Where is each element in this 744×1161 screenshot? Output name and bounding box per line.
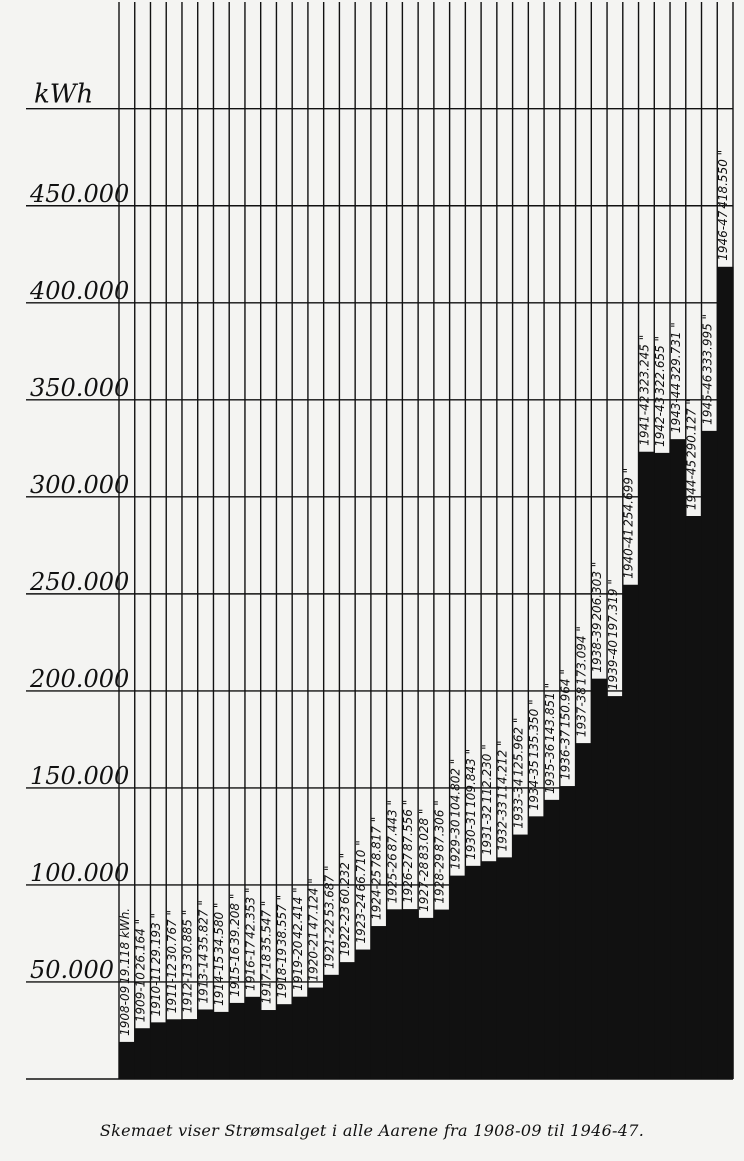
chart-caption: Skemaet viser Strømsalget i alle Aarene fra 1908-09 til 1946-47.: [99, 1121, 645, 1140]
bar-period-label: 1930-31: [464, 809, 479, 860]
bar: [717, 267, 733, 1079]
bar-value-label: 35.547 ": [259, 900, 274, 953]
y-tick-label: 50.000: [30, 955, 114, 984]
bar-period-label: 1912-13: [180, 962, 195, 1014]
bar: [497, 857, 513, 1079]
bar-period-label: 1925-26: [385, 853, 400, 904]
bar: [166, 1019, 182, 1079]
bar-value-label: 125.962 ": [511, 717, 526, 777]
y-axis: [29, 80, 129, 984]
bar-value-label: 53.687 ": [322, 865, 337, 917]
bar-value-label: 197.319 ": [605, 579, 620, 639]
bar-period-label: 1932-33: [495, 801, 510, 852]
bar-value-label: 135.350 ": [527, 699, 542, 759]
bar-period-label: 1909-10: [133, 972, 148, 1023]
bar-period-label: 1935-36: [542, 743, 557, 794]
bar: [576, 743, 592, 1079]
bar-period-label: 1920-21: [306, 931, 321, 982]
bar-value-label: 418.550 ": [716, 149, 731, 209]
bar: [591, 679, 607, 1079]
bar-value-label: 47.124 ": [306, 878, 321, 930]
bar: [670, 439, 686, 1079]
bar: [450, 876, 466, 1079]
bar-period-label: 1938-39: [590, 622, 605, 673]
bar-period-label: 1942-43: [653, 396, 668, 447]
bar: [213, 1012, 229, 1079]
bar: [513, 835, 529, 1079]
bar-period-label: 1937-38: [574, 686, 589, 738]
bar-value-label: 42.414 ": [290, 887, 305, 939]
y-tick-label: 100.000: [30, 858, 130, 887]
bar-period-label: 1936-37: [558, 729, 573, 781]
bar-value-label: 112.230 ": [479, 744, 494, 804]
bar-period-label: 1921-22: [322, 918, 337, 969]
y-tick-label: 350.000: [30, 373, 130, 402]
bar-period-label: 1944-45: [684, 459, 699, 510]
bar-value-label: 322.655 ": [653, 335, 668, 395]
bar: [402, 909, 418, 1079]
bar: [339, 962, 355, 1079]
bar-period-label: 1941-42: [637, 395, 652, 446]
bar-period-label: 1933-34: [511, 778, 526, 829]
bar-period-label: 1931-32: [479, 805, 494, 856]
bar-value-label: 87.443 ": [385, 799, 400, 852]
bar-value-label: 34.580 ": [212, 902, 227, 954]
bar-value-label: 78.817 ": [369, 816, 384, 869]
y-tick-label: 150.000: [30, 761, 130, 790]
bar-value-label: 150.964 ": [558, 669, 573, 729]
bar: [639, 452, 655, 1079]
bar-value-label: 323.245 ": [637, 334, 652, 394]
bar: [434, 910, 450, 1079]
bar-period-label: 1927-28: [416, 861, 431, 912]
bar-period-label: 1939-40: [605, 639, 620, 691]
bar-period-label: 1929-30: [448, 819, 463, 870]
bar-value-label: 60.232 ": [338, 852, 353, 905]
bar: [198, 1009, 214, 1079]
bar-value-label: 39.208 ": [227, 893, 242, 945]
bar-value-label: 26.164 ": [133, 918, 148, 971]
bar-value-label: 143.851 ": [542, 682, 557, 742]
bar: [481, 861, 497, 1079]
bar-period-label: 1911-12: [164, 963, 179, 1014]
bar-value-label: 83.028 ": [416, 808, 431, 860]
bar-value-label: 35.827 ": [196, 900, 211, 952]
bar: [245, 997, 261, 1079]
bar-value-label: 42.353 ": [243, 887, 258, 939]
bar: [182, 1019, 198, 1079]
bar-value-label: 29.193 ": [149, 913, 164, 965]
bar-period-label: 1915-16: [227, 946, 242, 997]
bar: [686, 516, 702, 1079]
bar: [418, 918, 434, 1079]
bar-value-label: 290.127 ": [684, 399, 699, 458]
bar-period-label: 1934-35: [527, 760, 542, 811]
bar-value-label: 104.802 ": [448, 758, 463, 818]
bar-period-label: 1943-44: [668, 383, 683, 434]
bar-period-label: 1910-11: [149, 966, 164, 1017]
bar-period-label: 1928-29: [432, 853, 447, 904]
bar-value-label: 109.843 ": [464, 748, 479, 808]
bar-period-label: 1914-15: [212, 955, 227, 1006]
bar: [623, 585, 639, 1079]
bar: [150, 1022, 166, 1079]
bar-value-label: 38.557 ": [275, 894, 290, 947]
bar: [355, 950, 371, 1079]
y-tick-label: 200.000: [30, 664, 130, 693]
bar: [465, 866, 481, 1079]
bar-value-label: 333.995 ": [700, 313, 715, 373]
bar-period-label: 1919-20: [290, 940, 305, 991]
y-tick-label: 250.000: [30, 567, 130, 596]
bar-period-label: 1916-17: [243, 940, 258, 991]
bar-period-label: 1926-27: [401, 852, 416, 904]
bar-value-label: 114.212 ": [495, 740, 510, 800]
bar: [528, 816, 544, 1079]
bar: [544, 800, 560, 1079]
bar: [229, 1003, 245, 1079]
bar: [654, 453, 670, 1079]
bar-period-label: 1945-46: [700, 374, 715, 425]
bar-period-label: 1918-19: [275, 948, 290, 999]
bar-value-label: 173.094 ": [574, 626, 589, 686]
bar: [371, 926, 387, 1079]
y-tick-label: 300.000: [30, 470, 130, 499]
bar-value-label: 30.885 ": [180, 909, 195, 962]
bar-value-label: 30.767 ": [164, 909, 179, 962]
bar: [119, 1042, 135, 1079]
bar-period-label: 1923-24: [353, 893, 368, 944]
bar: [135, 1028, 151, 1079]
bar-value-label: 19.118 kWh.: [117, 907, 132, 984]
bar: [702, 431, 718, 1079]
bar-value-label: 329.731 ": [668, 322, 683, 382]
bar-period-label: 1940-41: [621, 528, 636, 579]
bar-value-label: 87.556 ": [401, 799, 416, 852]
bar-period-label: 1917-18: [259, 953, 274, 1005]
bar: [261, 1010, 277, 1079]
bar: [324, 975, 340, 1079]
bar-period-label: 1922-23: [338, 905, 353, 957]
y-axis-unit-label: kWh: [34, 79, 94, 110]
bar: [387, 909, 403, 1079]
bar: [308, 988, 324, 1079]
bar-period-label: 1908-09: [117, 985, 132, 1036]
bar-value-label: 66.710 ": [353, 840, 368, 892]
bar-period-label: 1946-47: [716, 210, 731, 261]
bar-period-label: 1924-25: [369, 869, 384, 921]
bar: [276, 1004, 292, 1079]
bar: [292, 997, 308, 1079]
bar-period-label: 1913-14: [196, 953, 211, 1004]
y-tick-label: 450.000: [30, 179, 130, 208]
bar: [560, 786, 576, 1079]
bar-value-label: 254.699 ": [621, 467, 636, 527]
bar-value-label: 206.303 ": [590, 561, 605, 621]
bar-value-label: 87.306 ": [432, 800, 447, 852]
y-tick-label: 400.000: [30, 276, 130, 305]
bar: [607, 696, 623, 1079]
